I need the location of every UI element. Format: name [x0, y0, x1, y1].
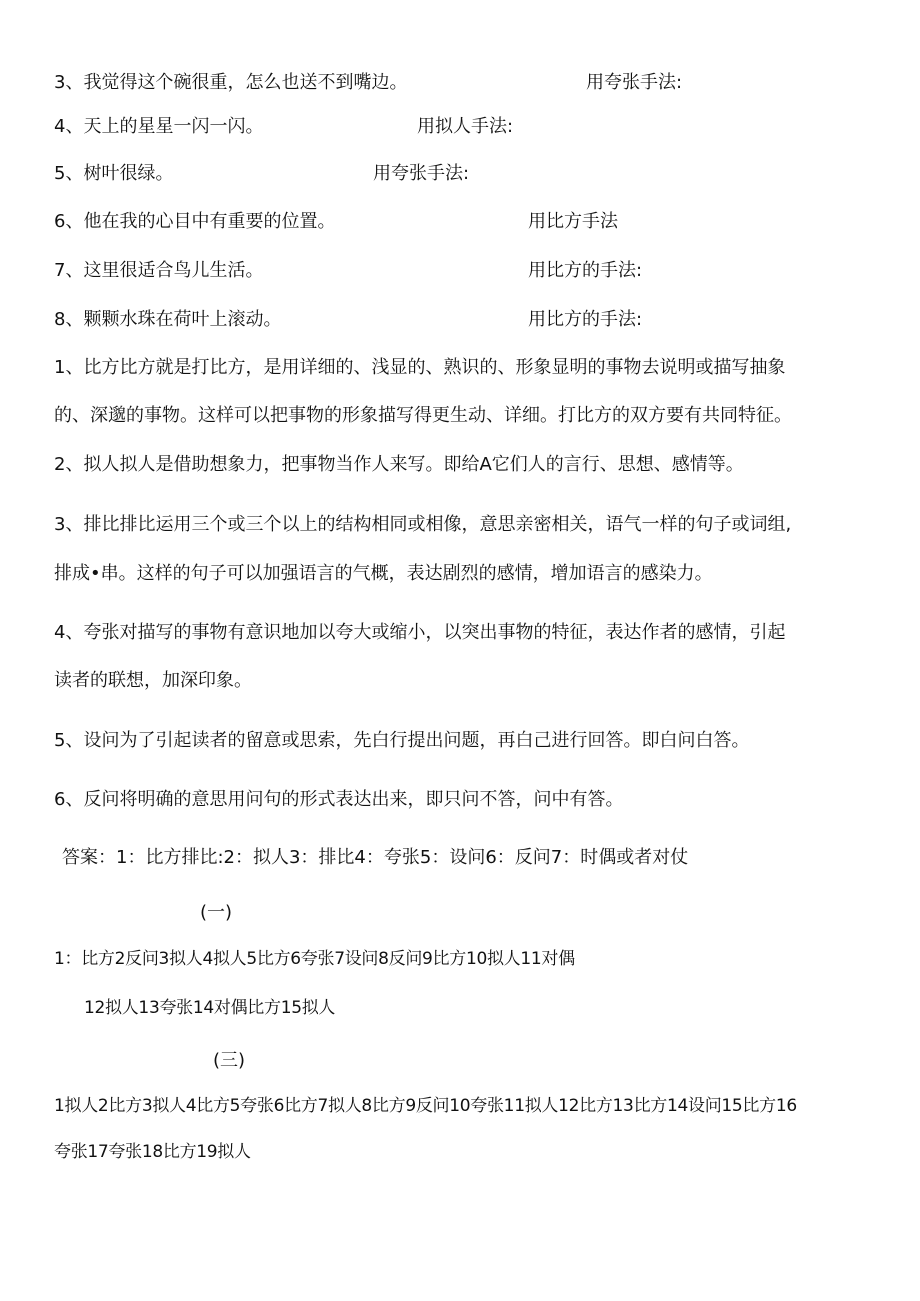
exercise-sentence-7: 7、这里很适合鸟儿生活。	[54, 260, 264, 281]
definition-personification: 2、拟人拟人是借助想象力，把事物当作人来写。即给A它们人的言行、思想、感情等。	[54, 454, 744, 475]
exercise-sentence-8: 8、颗颗水珠在荷叶上滚动。	[54, 309, 282, 330]
definition-hyperbole-line1: 4、夸张对描写的事物有意识地加以夸大或缩小，以突出事物的特征，表达作者的感情，引起	[54, 622, 786, 643]
exercise-instruction-7: 用比方的手法:	[528, 260, 643, 281]
section-1-answers-line2: 12拟人13夸张14对偶比方15拟人	[84, 998, 336, 1018]
answer-key: 答案：1：比方排比:2：拟人3：排比4：夸张5：设问6：反问7：时偶或者对仗	[62, 847, 689, 868]
exercise-instruction-4: 用拟人手法:	[417, 116, 514, 137]
definition-hyperbole-line2: 读者的联想，加深印象。	[54, 670, 252, 691]
exercise-instruction-8: 用比方的手法:	[528, 309, 643, 330]
definition-parallelism-line2: 排成•串。这样的句子可以加强语言的气概，表达剧烈的感情，增加语言的感染力。	[54, 563, 713, 584]
definition-metaphor-line1: 1、比方比方就是打比方，是用详细的、浅显的、熟识的、形象显明的事物去说明或描写抽象	[54, 357, 786, 378]
section-3-heading: (三)	[213, 1050, 246, 1071]
section-3-answers-line2: 夸张17夸张18比方19拟人	[54, 1142, 251, 1162]
exercise-instruction-3: 用夸张手法:	[586, 72, 683, 93]
definition-rhetorical-question: 5、设问为了引起读者的留意或思索，先白行提出问题，再白己进行回答。即白问白答。	[54, 730, 750, 751]
exercise-instruction-5: 用夸张手法:	[373, 163, 470, 184]
exercise-sentence-3: 3、我觉得这个碗很重，怎么也送不到嘴边。	[54, 72, 408, 93]
exercise-sentence-5: 5、树叶很绿。	[54, 163, 174, 184]
definition-counter-question: 6、反问将明确的意思用问句的形式表达出来，即只问不答，问中有答。	[54, 789, 624, 810]
exercise-sentence-6: 6、他在我的心目中有重要的位置。	[54, 211, 336, 232]
section-1-answers-line1: 1：比方2反问3拟人4拟人5比方6夸张7设问8反问9比方10拟人11对偶	[54, 949, 575, 969]
definition-metaphor-line2: 的、深邈的事物。这样可以把事物的形象描写得更生动、详细。打比方的双方要有共同特征。	[54, 405, 792, 426]
exercise-sentence-4: 4、天上的星星一闪一闪。	[54, 116, 264, 137]
section-1-heading: (一)	[200, 902, 233, 923]
exercise-instruction-6: 用比方手法	[528, 211, 618, 232]
definition-parallelism-line1: 3、排比排比运用三个或三个以上的结构相同或相像，意思亲密相关，语气一样的句子或词组,	[54, 514, 792, 535]
section-3-answers-line1: 1拟人2比方3拟人4比方5夸张6比方7拟人8比方9反问10夸张11拟人12比方13比方14设问15比方16	[54, 1096, 797, 1116]
